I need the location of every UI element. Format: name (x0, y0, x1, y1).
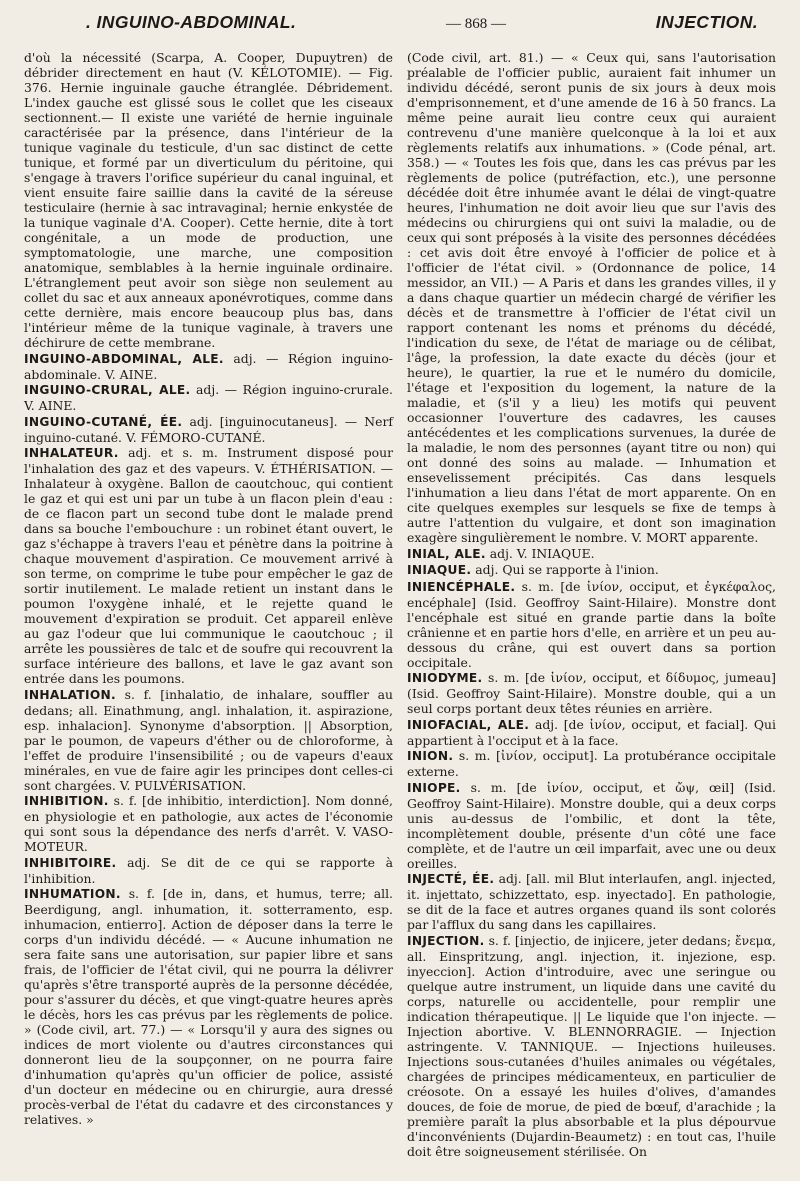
dictionary-entry (24, 793, 393, 854)
dictionary-entry (407, 562, 776, 578)
entry-headword: INIOPE. (407, 780, 461, 795)
entry-text: s. m. [de ἰνίον, occiput, et ὤψ, œil] (Isid. Geoffroy Saint-Hilaire). Monstre double, qui a deux corps unis au-dessus de l'ombilic, et dont la tête, incomplètement double, présente d'un côté une face complète, et de l'autre un œil imparfait, avec une ou deux oreilles. (407, 779, 776, 871)
header-left-title: . INGUINO-ABDOMINAL. (86, 12, 297, 32)
entry-text: s. m. [de ἰνίον, occiput, et ἐγκέφαλος, encéphale] (Isid. Geoffroy Saint-Hilaire). Monstre dont l'encéphale est situé en grande partie dans la boîte crânienne et en partie hors d'elle, en arrière et un peu au-dessous du crâne, qui est ouvert dans sa portion occipitale. (407, 578, 776, 670)
entry-text: s. m. [de ἰνίον, occiput, et δίδυμος, jumeau] (Isid. Geoffroy Saint-Hilaire). Monstre double, qui a un seul corps portant deux têtes réunies en arrière. (407, 670, 776, 716)
page-number: — 868 — (446, 16, 506, 32)
dictionary-entry (24, 855, 393, 886)
entry-headword: INIODYME. (407, 671, 483, 685)
dictionary-entry (407, 717, 776, 748)
dictionary-entry (24, 414, 393, 445)
dictionary-entry (24, 445, 393, 686)
entry-text: adj. et s. m. Instrument disposé pour l'inhalation des gaz et des vapeurs. V. ÉTHÉRISATION. — Inhalateur à oxygène. Ballon de caoutchouc, qui contient le gaz et qui est uni par un tube à un flacon plein d'eau : de ce flacon part un second tube dont le malade prend dans sa bouche l'embouchure : un robinet étant ouvert, le gaz s'échappe à travers l'eau et pénètre dans la poitrine à chaque mouvement d'aspiration. Ce mouvement arrivé à son terme, on comprime le tube pour empêcher le gaz de sortir inutilement. Le malade retient un instant dans le poumon l'oxygène inhalé, et le rejette quand le mouvement d'expiration se produit. Cet appareil enlève au gaz l'odeur que lui communique le caoutchouc ; il arrête les poussières de talc et de soufre qui recouvrent la surface intérieure des ballons, et lave le gaz avant son entrée dans les poumons. (24, 445, 393, 686)
entry-headword: INHALATION. (24, 687, 116, 702)
continuation-paragraph (407, 50, 776, 545)
entry-text: adj. V. INIAQUE. (489, 545, 595, 561)
entry-text: (Code civil, art. 81.) — « Ceux qui, sans l'autorisation préalable de l'officier public, auraient fait inhumer un individu décédé, seront punis de six jours à deux mois d'emprisonnement, et d'une amende de 16 à 50 francs. La même peine aurait lieu contre ceux qui auraient contrevenu d'une manière quelconque à la loi et aux règlements relatifs aux inhumations. » (Code pénal, art. 358.) — « Toutes les fois que, dans les cas prévus par les règlements de police (putréfaction, etc.), une personne décédée doit être inhumée avant le délai de vingt-quatre heures, l'inhumation ne doit avoir lieu que sur l'avis des médecins ou chirurgiens qui ont suivi la maladie, ou de ceux qui sont préposés à la visite des personnes décédées : cet avis doit être envoyé à l'officier de police et à l'officier de l'état civil. » (Ordonnance de police, 14 messidor, an VII.) — A Paris et dans les grandes villes, il y a dans chaque quartier un médecin chargé de vérifier les décès et de transmettre à l'officier de l'état civil un rapport contenant les noms et prénoms du décédé, l'indication du sexe, de l'état de mariage ou de célibat, l'âge, la profession, la date exacte du décès (jour et heure), le quartier, la rue et le numéro du domicile, l'étage et l'exposition du logement, la nature de la maladie, et (s'il y a lieu) les motifs qui peuvent occasionner l'ouverture des cadavres, les causes antécédentes et les complications survenues, la durée de la maladie, le nom des personnes (ayant titre ou non) qui ont donné des soins au malade. — Inhumation et ensevelissement précipités. Cas dans lesquels l'inhumation a lieu dans l'état de mort apparente. On en cite quelques exemples sur lesquels se fixe de temps à autre l'attention du vulgaire, et dont son imagination exagère singulièrement le nombre. V. MORT apparente. (407, 50, 776, 545)
entry-headword: INIOFACIAL, ALE. (407, 717, 530, 732)
entry-headword: INIAQUE. (407, 563, 472, 577)
entry-headword: INHIBITOIRE. (24, 855, 117, 870)
entry-text: s. f. [de in, dans, et humus, terre; all. Beerdigung, angl. inhumation, it. sotterramento, esp. inhumacion, entierro]. Action de déposer dans la terre le corps d'un individu décédé. — « Aucune inhumation ne sera faite sans une autorisation, sur papier libre et sans frais, de l'officier de l'état civil, qui ne pourra la délivrer qu'après s'être transporté auprès de la personne décédée, pour s'assurer du décès, et que vingt-quatre heures après le décès, hors les cas prévus par les règlements de police. » (Code civil, art. 77.) — « Lorsqu'il y aura des signes ou indices de mort violente ou d'autres circonstances qui donneront lieu de la soupçonner, on ne pourra faire d'inhumation qu'après qu'un officier de police, assisté d'un docteur en médecine ou en chirurgie, aura dressé procès-verbal de l'état du cadavre et des circonstances y relatives. » (24, 886, 393, 1127)
left-column (24, 50, 393, 1159)
entry-headword: INGUINO-ABDOMINAL, ALE. (24, 351, 224, 366)
entry-headword: INGUINO-CRURAL, ALE. (24, 383, 191, 397)
entry-text: s. m. [ἰνίον, occiput]. La protubérance occipitale externe. (407, 748, 776, 779)
entry-text: adj. [all. mil Blut interlaufen, angl. injected, it. injettato, schizzettato, esp. inyectado]. En pathologie, se dit de la face et autres organes quand ils sont colorés par l'afflux du sang dans les capillaires. (407, 871, 776, 932)
dictionary-entry (407, 579, 776, 670)
entry-headword: INJECTÉ, ÉE. (407, 872, 495, 886)
entry-text: s. f. [de inhibitio, interdiction]. Nom donné, en physiologie et en pathologie, aux actes de l'économie qui sont sous la dépendance des nerfs d'arrêt. V. VASO-MOTEUR. (24, 793, 393, 854)
entry-headword: INHIBITION. (24, 794, 109, 808)
continuation-paragraph (24, 50, 393, 350)
two-column-body (24, 50, 776, 1159)
dictionary-entry (407, 780, 776, 871)
running-header (24, 12, 776, 42)
dictionary-entry (24, 382, 393, 413)
entry-text: s. f. [injectio, de injicere, jeter dedans; ἔνεμα, all. Einspritzung, angl. injection, it. injezione, esp. inyeccion]. Action d'introduire, avec une seringue ou quelque autre instrument, un liquide dans une cavité du corps, naturelle ou accidentelle, pour remplir une indication thérapeutique. || Le liquide que l'on injecte. — Injection abortive. V. BLENNORRAGIE. — Injection astringente. V. TANNIQUE. — Injections huileuses. Injections sous-cutanées d'huiles animales ou végétales, chargées de principes médicamenteux, en particulier de créosote. On a essayé les huiles d'olives, d'amandes douces, de foie de morue, de pied de bœuf, d'arachide ; la première paraît la plus absorbable et la plus dépourvue d'inconvénients (Dujardin-Beaumetz) : en tout cas, l'huile doit être soigneusement stérilisée. On (407, 932, 776, 1159)
dictionary-entry (407, 748, 776, 779)
entry-headword: INION. (407, 749, 454, 763)
entry-text: adj. — Région inguino-abdominale. V. AINE. (24, 350, 393, 382)
entry-headword: INHALATEUR. (24, 446, 119, 460)
entry-headword: INJECTION. (407, 933, 485, 948)
dictionary-entry (24, 687, 393, 793)
entry-text: adj. Se dit de ce qui se rapporte à l'inhibition. (24, 854, 393, 886)
entry-text: adj. [de ἰνίον, occiput, et facial]. Qui appartient à l'occiput et à la face. (407, 716, 776, 748)
entry-headword: INIENCÉPHALE. (407, 579, 516, 594)
dictionary-entry (24, 351, 393, 382)
entry-text: s. f. [inhalatio, de inhalare, souffler au dedans; all. Einathmung, angl. inhalation, it. aspirazione, esp. inhalacion]. Synonyme d'absorption. || Absorption, par le poumon, de vapeurs d'éther ou de chloroforme, à l'effet de produire l'insensibilité ; ou de vapeurs d'eaux minérales, en vue de faire agir les principes dont celles-ci sont chargées. V. PULVÉRISATION. (24, 686, 393, 793)
entry-headword: INHUMATION. (24, 887, 121, 901)
entry-text: adj. — Région inguino-crurale. V. AINE. (24, 382, 393, 413)
dictionary-entry (407, 871, 776, 932)
dictionary-entry (407, 933, 776, 1159)
dictionary-entry (407, 670, 776, 716)
entry-headword: INGUINO-CUTANÉ, ÉE. (24, 414, 183, 429)
dictionary-entry (407, 546, 776, 562)
right-column (407, 50, 776, 1159)
header-right-title: INJECTION. (655, 12, 758, 32)
entry-text: adj. [inguinocutaneus]. — Nerf inguino-cutané. V. FÉMORO-CUTANÉ. (24, 413, 393, 445)
entry-headword: INIAL, ALE. (407, 546, 486, 561)
entry-text: d'où la nécessité (Scarpa, A. Cooper, Dupuytren) de débrider directement en haut (V. KÉLOTOMIE). — Fig. 376. Hernie inguinale gauche étranglée. Débridement. L'index gauche est glissé sous le collet que les ciseaux sectionnent.— Il existe une variété de hernie inguinale caractérisée par la présence, dans l'intérieur de la tunique vaginale du testicule, d'un sac distinct de cette tunique, et formé par un diverticulum du péritoine, qui s'engage à travers l'orifice supérieur du canal inguinal, et vient ensuite faire saillie dans la cavité de la séreuse testiculaire (hernie à sac intravaginal; hernie enkystée de la tunique vaginale d'A. Cooper). Cette hernie, dite à tort congénitale, a un mode de production, une symptomatologie, une marche, une composition anatomique, semblables à la hernie inguinale ordinaire. L'étranglement peut avoir son siège non seulement au collet du sac et aux anneaux aponévrotiques, comme dans cette dernière, mais encore beaucoup plus bas, dans l'intérieur même de la tunique vaginale, à travers une déchirure de cette membrane. (24, 50, 393, 350)
entry-text: adj. Qui se rapporte à l'inion. (475, 562, 659, 577)
dictionary-entry (24, 886, 393, 1127)
